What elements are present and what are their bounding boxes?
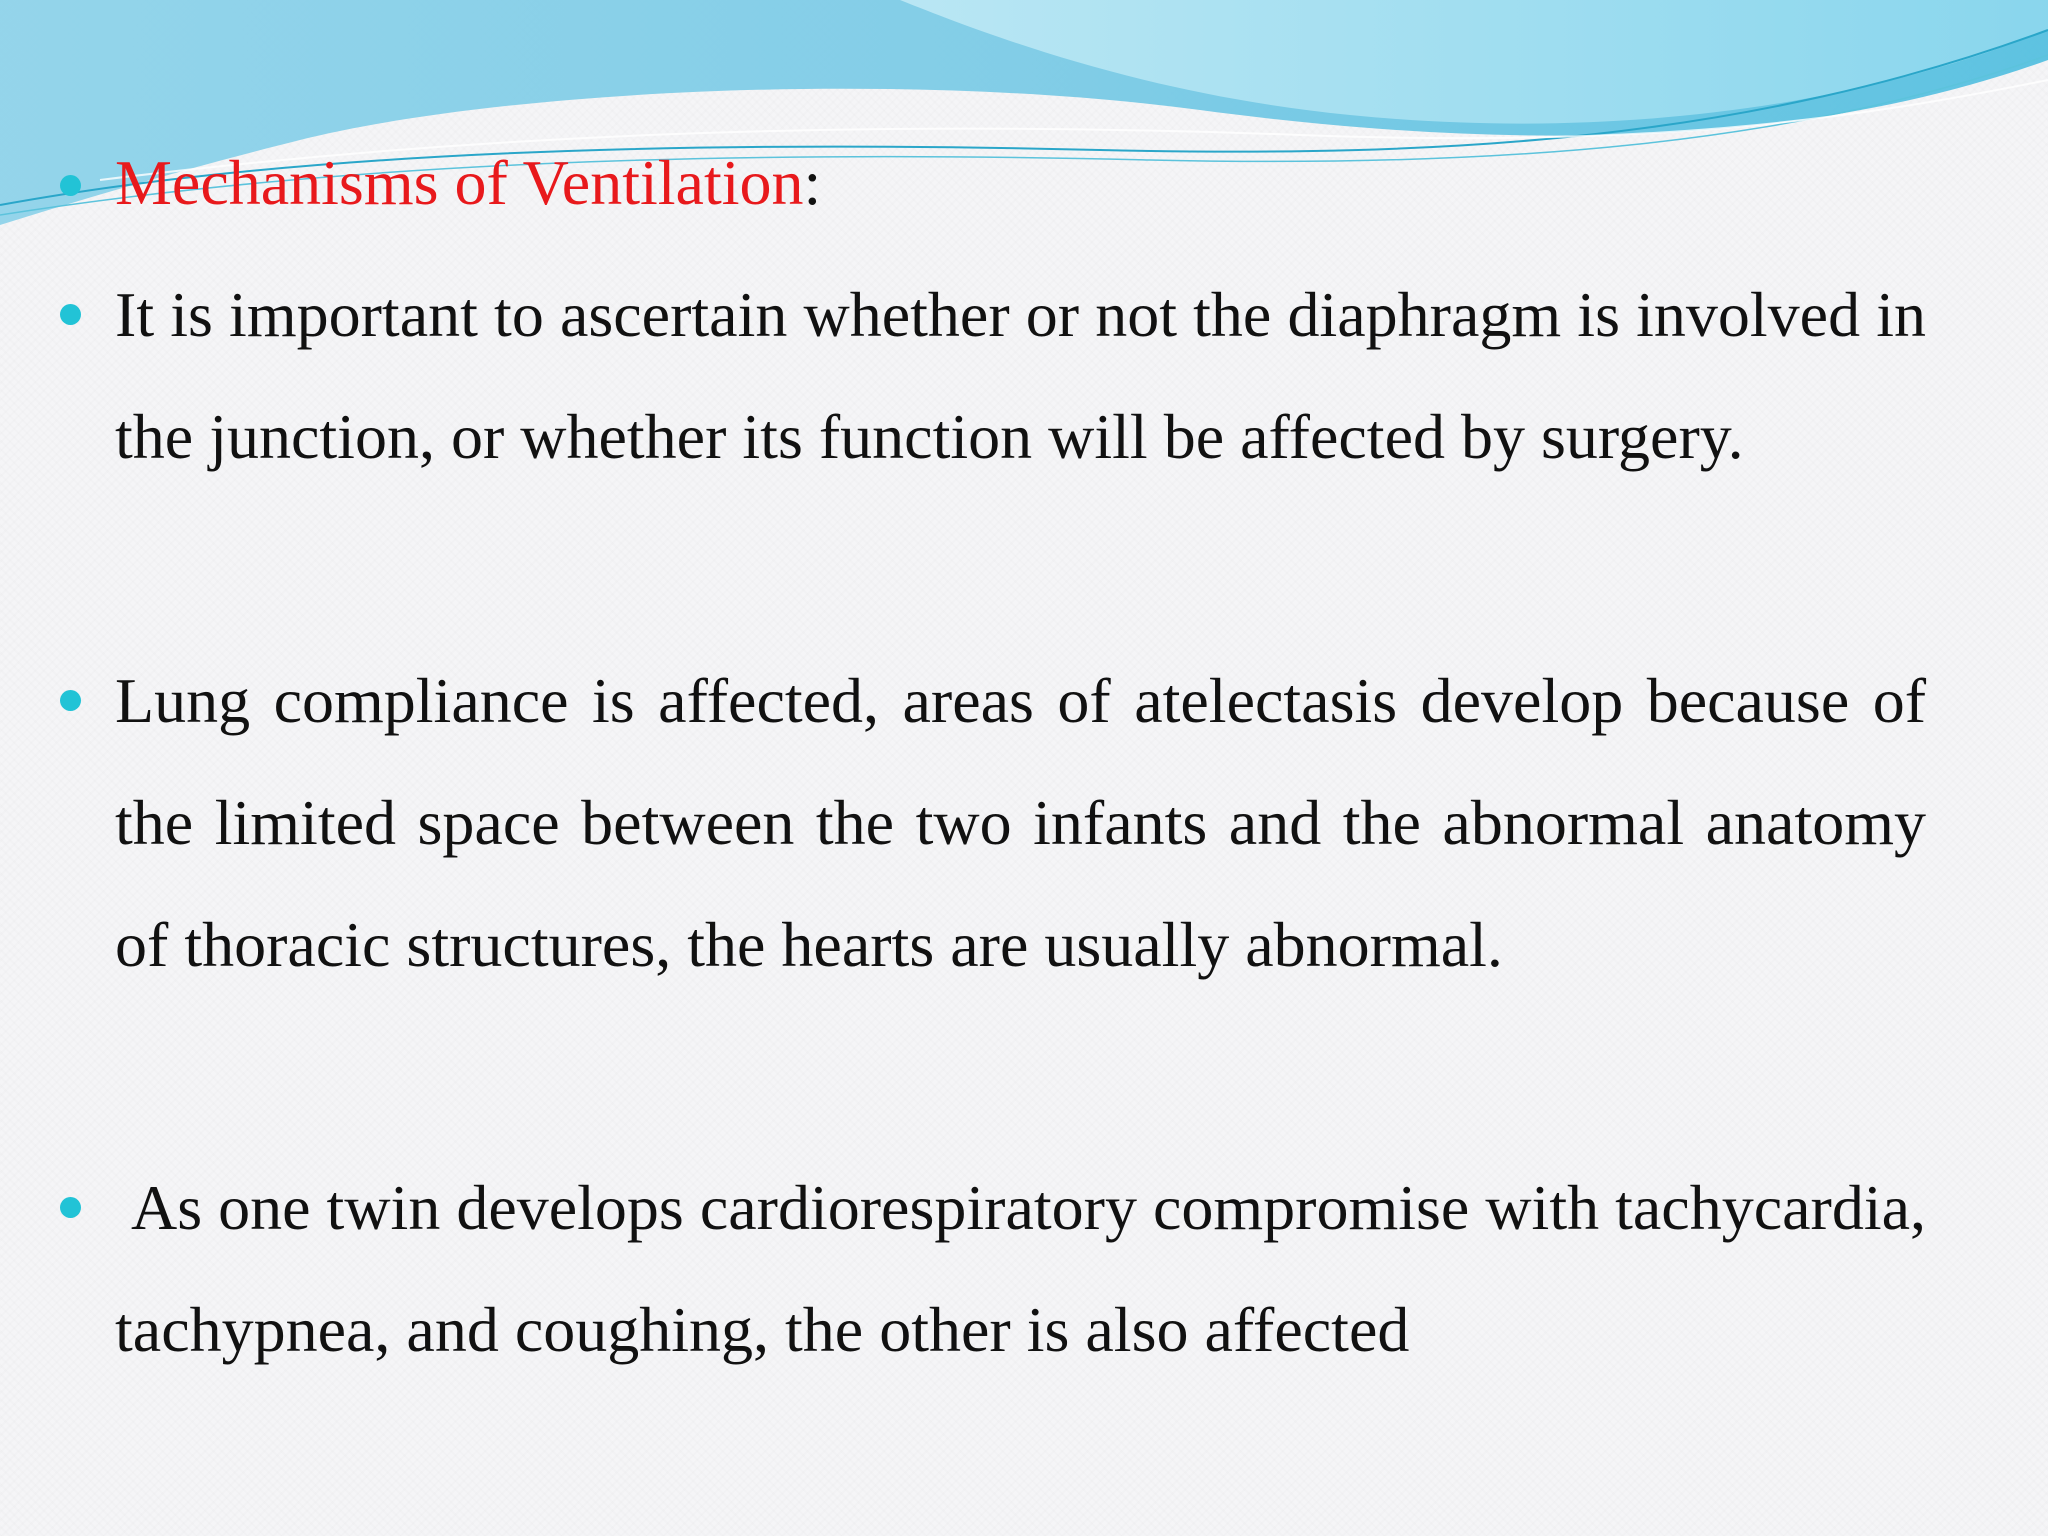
bullet-text-1: It is important to ascertain whether or not the diaphragm is involved in the junction, or whether its function will be affected by surgery. bbox=[115, 279, 1926, 472]
bullet-item-3 bbox=[60, 1147, 1942, 1391]
slide-title bbox=[115, 138, 1926, 228]
bullet-dot-icon bbox=[60, 175, 81, 196]
title-text: Mechanisms of Ventilation bbox=[115, 147, 804, 218]
bullet-item-2 bbox=[60, 640, 1926, 1006]
bullet-item-1 bbox=[60, 254, 1926, 498]
title-suffix: : bbox=[803, 147, 822, 218]
bullet-dot-icon bbox=[60, 690, 81, 711]
bullet-dot-icon bbox=[60, 304, 81, 325]
bullet-dot-icon bbox=[60, 1197, 81, 1218]
bullet-text-3: As one twin develops cardiorespiratory compromise with tachycardia, tachypnea, and coughing, the other is also affected bbox=[115, 1172, 1942, 1365]
title-bullet bbox=[60, 138, 1926, 228]
bullet-text-2: Lung compliance is affected, areas of atelectasis develop because of the limited space between the two infants and the abnormal anatomy of thoracic structures, the hearts are usually abnormal. bbox=[115, 665, 1926, 980]
